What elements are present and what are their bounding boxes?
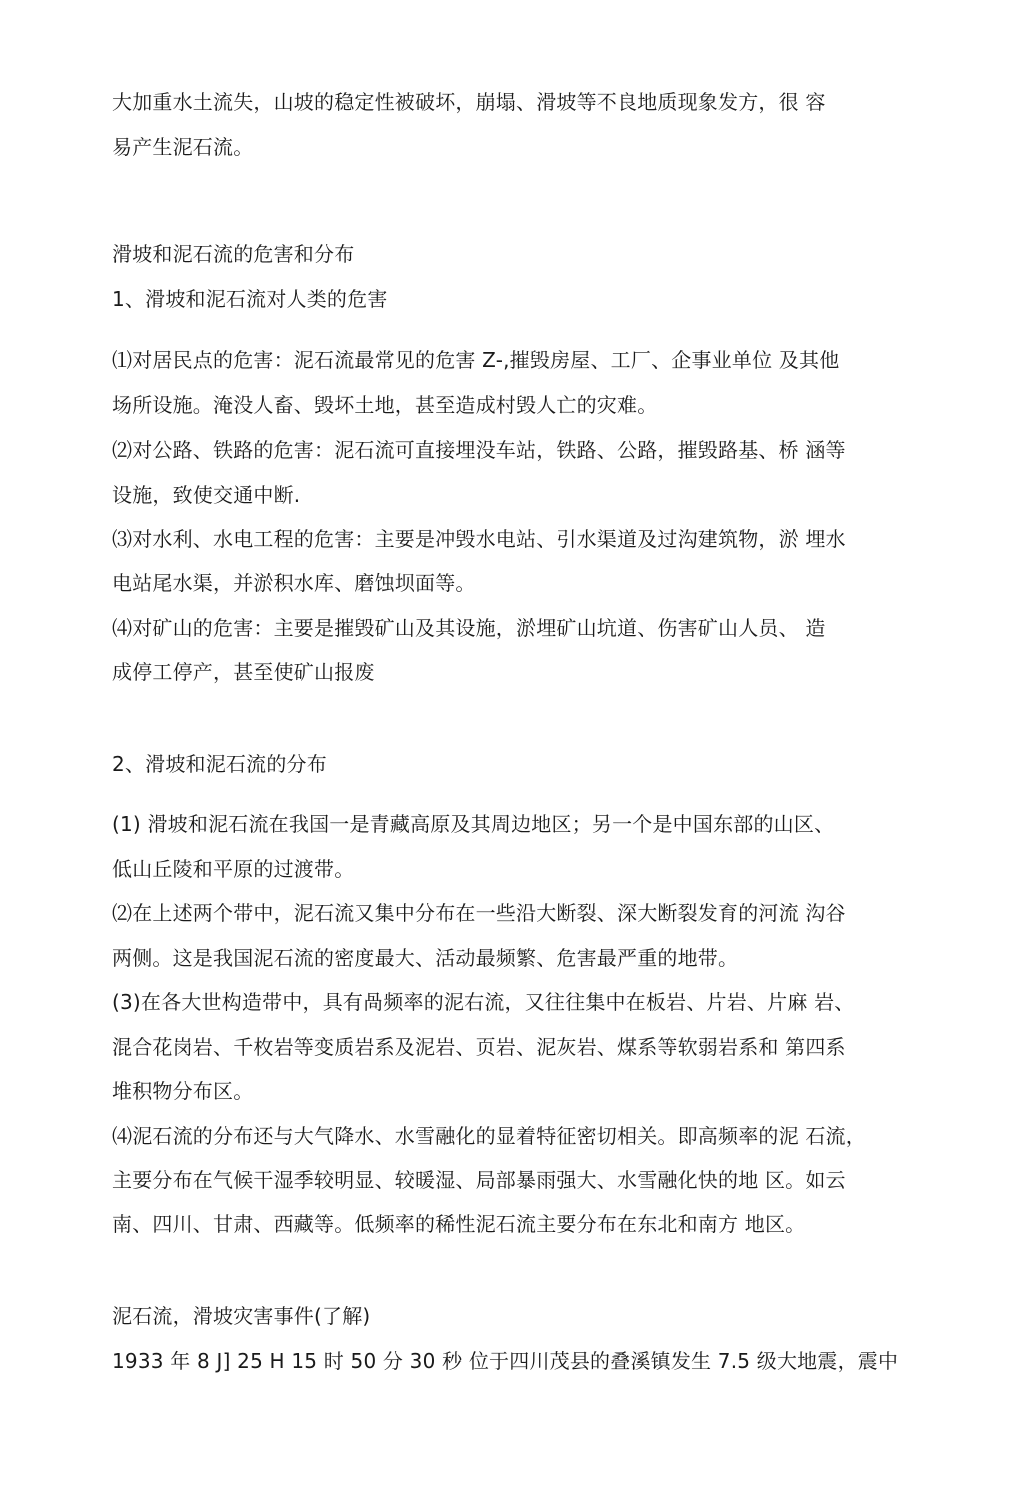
paragraph-line: 混合花岗岩、千枚岩等变质岩系及泥岩、页岩、泥灰岩、煤系等软弱岩系和 第四系 [112,1035,846,1059]
paragraph-line: 主要分布在气候干湿季较明显、较暖湿、局部暴雨强大、水雪融化快的地 区。如云 [112,1168,846,1192]
paragraph-line: ⑵在上述两个带中，泥石流又集中分布在一些沿大断裂、深大断裂发育的河流 沟谷 [112,901,846,925]
paragraph-line: 设施，致使交通中断. [112,483,301,507]
paragraph-line: 两侧。这是我国泥石流的密度最大、活动最频繁、危害最严重的地带。 [112,946,739,970]
section-heading: 滑坡和泥石流的危害和分布 [112,242,355,266]
paragraph-line: 低山丘陵和平原的过渡带。 [112,857,355,881]
paragraph-line: 堆积物分布区。 [112,1079,254,1103]
paragraph-line: 大加重水土流失，山坡的稳定性被破坏，崩塌、滑坡等不良地质现象发方，很 容 [112,90,826,114]
paragraph-line: ⑵对公路、铁路的危害：泥石流可直接埋没车站，铁路、公路，摧毁路基、桥 涵等 [112,438,846,462]
paragraph-line: 南、四川、甘肃、西藏等。低频率的稀性泥石流主要分布在东北和南方 地区。 [112,1212,806,1236]
paragraph-line: (3)在各大世构造带中，具有咼频率的泥右流，又往往集中在板岩、片岩、片麻 岩、 [112,990,855,1014]
paragraph-line: (1) 滑坡和泥石流在我国一是青藏高原及其周边地区；另一个是中国东部的山区、 [112,812,835,836]
subsection-heading: 1、滑坡和泥石流对人类的危害 [112,287,388,311]
subsection-heading: 2、滑坡和泥石流的分布 [112,752,327,776]
section-heading: 泥石流，滑坡灾害事件(了解) [112,1304,371,1328]
paragraph-line: 场所设施。淹没人畜、毁坏土地，甚至造成村毁人亡的灾难。 [112,393,658,417]
paragraph-line: ⑴对居民点的危害：泥石流最常见的危害 Z-,摧毁房屋、工厂、企事业单位 及其他 [112,348,840,372]
paragraph-line: ⑶对水利、水电工程的危害：主要是冲毁水电站、引水渠道及过沟建筑物，淤 埋水 [112,527,846,551]
paragraph-line: 1933 年 8 J] 25 H 15 时 50 分 30 秒 位于四川茂县的叠溪镇发生 7.5 级大地震，震中 [112,1349,899,1373]
paragraph-line: ⑷泥石流的分布还与大气降水、水雪融化的显着特征密切相关。即高频率的泥 石流， [112,1124,866,1148]
paragraph-line: ⑷对矿山的危害：主要是摧毁矿山及其设施，淤埋矿山坑道、伤害矿山人员、 造 [112,616,826,640]
paragraph-line: 易产生泥石流。 [112,135,254,159]
paragraph-line: 电站尾水渠，并淤积水库、磨蚀坝面等。 [112,571,476,595]
paragraph-line: 成停工停产，甚至使矿山报废 [112,660,375,684]
